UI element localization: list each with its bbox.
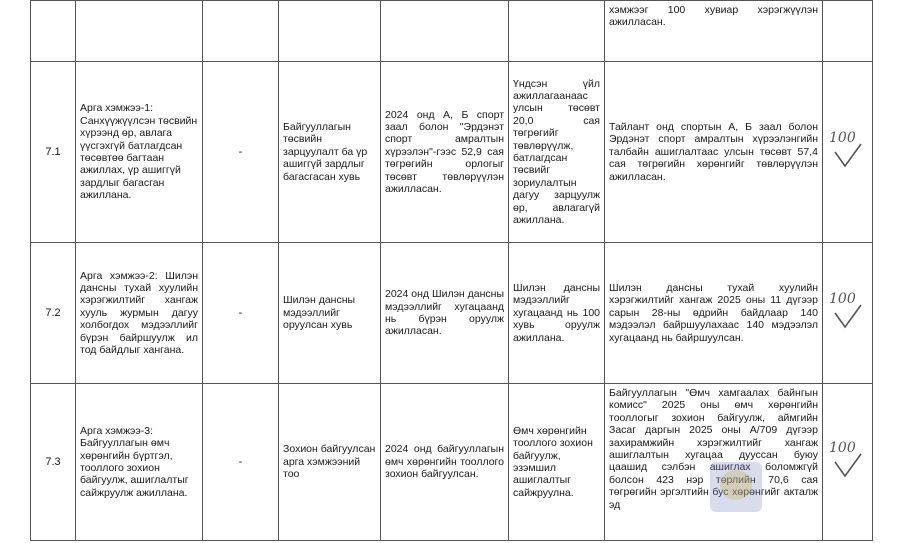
- result-text: Байгууллагын "Өмч хамгаалах байнгын комисс" 2025 оны өмч хөрөнгийн тооллогыг зохион байгуулж, аймгийн Засаг даргын 2025 оны А/709 дүгээр захирамжийн хэрэгжилтийг хангаж ашиглалтын хугацаа дууссан буюу цаашид сэлбэн ашиглах боломжгүй болсон 423 нэр төрлийн 70,6 сая төгрөгийн эргэлтийн бус хөрөнгийг акталж эд: [605, 384, 823, 541]
- expected-text: Шилэн дансны мэдээллийг хугацаанд нь 100 хувь оруулж ажиллана.: [509, 243, 605, 384]
- baseline-value: -: [203, 243, 279, 384]
- table-row: [31, 1, 873, 62]
- expected-text: Үндсэн үйл ажиллагаанаас улсын төсөвт 20,0 сая төгрөгийг төвлөрүүлж, батлагдсан төсвийг зориулалтын дагуу зарцуулж өр, авлагагүй ажиллана.: [509, 62, 605, 243]
- score-cell: [823, 1, 873, 62]
- measure-text: Арга хэмжээ-3: Байгууллагын өмч хөрөнгийн бүртгэл, тооллого зохион байгуулж, ашиглалтыг сайжруулж ажиллана.: [76, 384, 203, 541]
- target-text: 2024 онд А, Б спорт заал болон "Эрдэнэт спорт амралтын хүрээлэн"-гээс 52,9 сая төгрөгийн орлогыг төсөвт төвлөрүүлэн ажилласан.: [381, 62, 509, 243]
- check-mark-icon: [835, 454, 861, 476]
- handwritten-score: [823, 281, 873, 341]
- table-row: [31, 62, 873, 243]
- table-row: [31, 243, 873, 384]
- check-mark-icon: [835, 144, 861, 166]
- indicator-text: Зохион байгуулсан арга хэмжээний тоо: [279, 384, 381, 541]
- document-page: [30, 0, 872, 543]
- score-cell: [823, 62, 873, 243]
- target-text: 2024 онд байгууллагын өмч хөрөнгийн тооллого зохион байгуулсан.: [381, 384, 509, 541]
- check-mark-icon: [835, 305, 861, 327]
- indicator-cell: [279, 1, 381, 62]
- svg-text:100: 100: [829, 440, 856, 457]
- handwritten-score: [823, 430, 873, 490]
- indicator-text: Байгууллагын төсвийн зарцуулалт ба үр ашиггүй зардлыг багасгасан хувь: [279, 62, 381, 243]
- result-text: Шилэн дансны тухай хуулийн хэрэгжилтийг хангаж 2025 оны 11 дүгээр сарын 28-ны өдрийн байдлаар 140 мэдээлэл байршуулахаас 140 мэдээлэл хугацаанд нь байршуулсан.: [605, 243, 823, 384]
- svg-text:100: 100: [829, 130, 856, 147]
- row-number: 7.3: [31, 384, 76, 541]
- baseline-value: -: [203, 62, 279, 243]
- expected-text: Өмч хөрөнгийн тооллого зохион байгуулж, эзэмшил ашиглалтыг сайжруулна.: [509, 384, 605, 541]
- row-number-cell: [31, 1, 76, 62]
- target-text: 2024 онд Шилэн дансны мэдээллийг хугацаанд нь бүрэн оруулж ажилласан.: [381, 243, 509, 384]
- row-number: 7.2: [31, 243, 76, 384]
- row-number: 7.1: [31, 62, 76, 243]
- baseline-cell: [203, 1, 279, 62]
- handwritten-score: [823, 120, 873, 180]
- svg-text:100: 100: [829, 291, 856, 308]
- stamp-watermark: [710, 462, 762, 512]
- expected-cell: [509, 1, 605, 62]
- baseline-value: -: [203, 384, 279, 541]
- result-cell: хэмжээг 100 хувиар хэрэгжүүлэн ажилласан.: [605, 1, 823, 62]
- target-cell: [381, 1, 509, 62]
- result-text: Тайлант онд спортын А, Б заал болон Эрдэнэт спорт амралтын хүрээлэнгийн талбайн ашиглалтаас улсын төсөвт 57,4 сая төгрөгийн хөрөнгийг төвлөрүүлэн ажилласан.: [605, 62, 823, 243]
- score-cell: [823, 243, 873, 384]
- indicator-text: Шилэн дансны мэдээллийг оруулсан хувь: [279, 243, 381, 384]
- evaluation-table: [30, 0, 873, 541]
- score-cell: [823, 384, 873, 541]
- measure-text: Арга хэмжээ-2: Шилэн дансны тухай хуулийн хэрэгжилтийг хангаж хууль журмын дагуу холбогдох мэдээллийг бүрэн байршуулж ил тод байдлыг хангана.: [76, 243, 203, 384]
- measure-cell: [76, 1, 203, 62]
- measure-text: Арга хэмжээ-1: Санхүүжүүлсэн төсвийн хүрээнд өр, авлага үүсгэхгүй батлагдсан төсөвтөө багтаан ажиллах, үр ашиггүй зардлыг багасган ажиллана.: [76, 62, 203, 243]
